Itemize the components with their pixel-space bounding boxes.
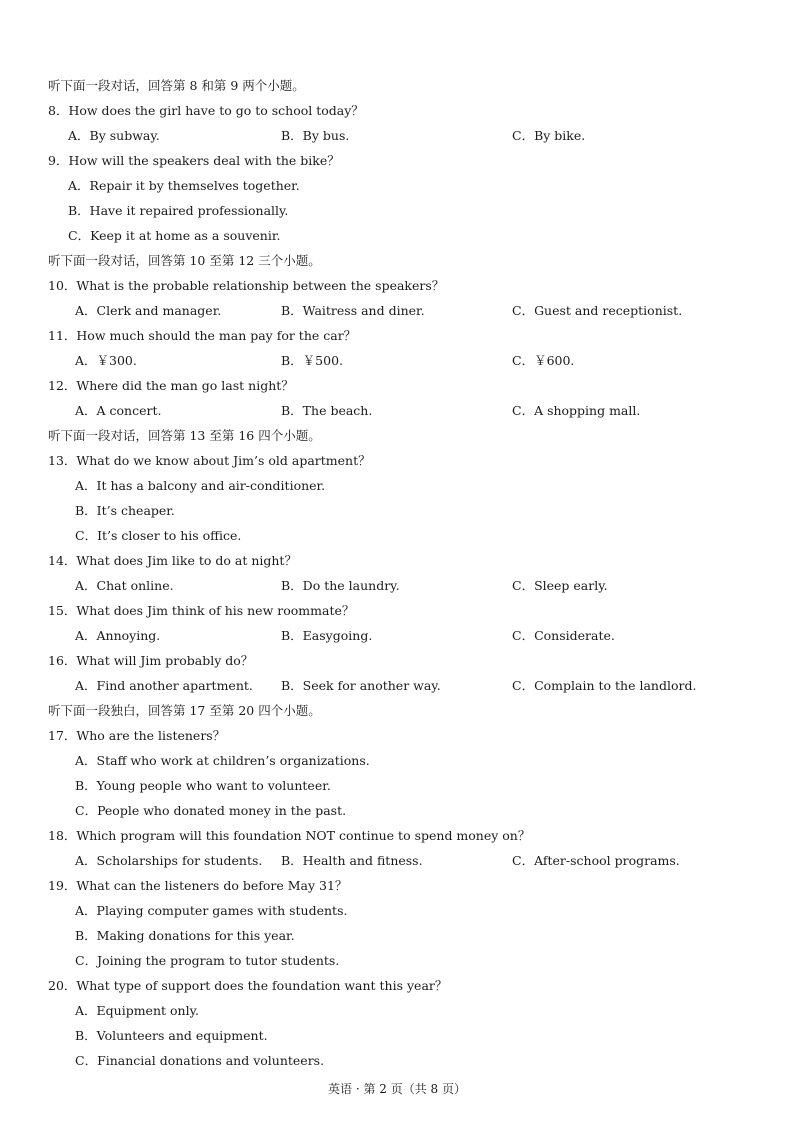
option-b: B．Health and fitness. (281, 853, 423, 868)
option-a: A．Playing computer games with students. (75, 903, 348, 918)
section-heading: 听下面一段对话，回答第 13 至第 16 四个小题。 (48, 428, 321, 443)
question-stem: 16．What will Jim probably do？ (48, 653, 254, 668)
option-b: B．Waitress and diner. (281, 303, 425, 318)
question-stem: 17．Who are the listeners？ (48, 728, 226, 743)
section-heading: 听下面一段对话，回答第 10 至第 12 三个小题。 (48, 253, 321, 268)
question-stem: 19．What can the listeners do before May 31？ (48, 878, 348, 893)
question-stem: 18．Which program will this foundation NOT continue to spend money on？ (48, 828, 531, 843)
option-b: B．Volunteers and equipment. (75, 1028, 268, 1043)
question-stem: 8．How does the girl have to go to school today？ (48, 103, 364, 118)
option-b: B．Have it repaired professionally. (68, 203, 289, 218)
option-a: A．Scholarships for students. (75, 853, 263, 868)
option-a: A．Equipment only. (75, 1003, 199, 1018)
option-c: C．Sleep early. (512, 578, 608, 593)
option-b: B．Easygoing. (281, 628, 373, 643)
option-c: C．People who donated money in the past. (75, 803, 347, 818)
question-stem: 12．Where did the man go last night？ (48, 378, 294, 393)
option-c: C．By bike. (512, 128, 586, 143)
question-stem: 15．What does Jim think of his new roommate？ (48, 603, 355, 618)
option-b: B．Making donations for this year. (75, 928, 295, 943)
option-c: C．￥600. (512, 353, 575, 368)
question-stem: 9．How will the speakers deal with the bike？ (48, 153, 340, 168)
question-stem: 11．How much should the man pay for the car？ (48, 328, 357, 343)
option-c: C．Financial donations and volunteers. (75, 1053, 325, 1068)
option-a: A．By subway. (68, 128, 160, 143)
option-a: A．Annoying. (75, 628, 161, 643)
option-a: A．Find another apartment. (75, 678, 253, 693)
option-c: C．Guest and receptionist. (512, 303, 683, 318)
option-b: B．Do the laundry. (281, 578, 400, 593)
option-a: A．A concert. (75, 403, 162, 418)
option-a: A．Chat online. (75, 578, 174, 593)
page-footer: 英语 · 第 2 页（共 8 页） (328, 1082, 466, 1096)
question-stem: 14．What does Jim like to do at night？ (48, 553, 297, 568)
option-b: B．By bus. (281, 128, 350, 143)
option-c: C．Complain to the landlord. (512, 678, 697, 693)
option-b: B．It’s cheaper. (75, 503, 175, 518)
option-a: A．￥300. (75, 353, 137, 368)
option-b: B．￥500. (281, 353, 344, 368)
option-a: A．Staff who work at children’s organizations. (75, 753, 370, 768)
section-heading: 听下面一段对话，回答第 8 和第 9 两个小题。 (48, 78, 305, 93)
option-c: C．After-school programs. (512, 853, 680, 868)
option-c: C．A shopping mall. (512, 403, 641, 418)
option-c: C．Joining the program to tutor students. (75, 953, 340, 968)
option-b: B．The beach. (281, 403, 373, 418)
option-c: C．It’s closer to his office. (75, 528, 242, 543)
option-b: B．Seek for another way. (281, 678, 441, 693)
question-stem: 13．What do we know about Jim’s old apartment？ (48, 453, 371, 468)
section-heading: 听下面一段独白，回答第 17 至第 20 四个小题。 (48, 703, 321, 718)
option-a: A．Repair it by themselves together. (68, 178, 300, 193)
option-b: B．Young people who want to volunteer. (75, 778, 331, 793)
question-stem: 10．What is the probable relationship between the speakers？ (48, 278, 445, 293)
option-a: A．It has a balcony and air-conditioner. (75, 478, 326, 493)
option-c: C．Keep it at home as a souvenir. (68, 228, 281, 243)
question-stem: 20．What type of support does the foundation want this year？ (48, 978, 448, 993)
option-a: A．Clerk and manager. (75, 303, 222, 318)
option-c: C．Considerate. (512, 628, 615, 643)
